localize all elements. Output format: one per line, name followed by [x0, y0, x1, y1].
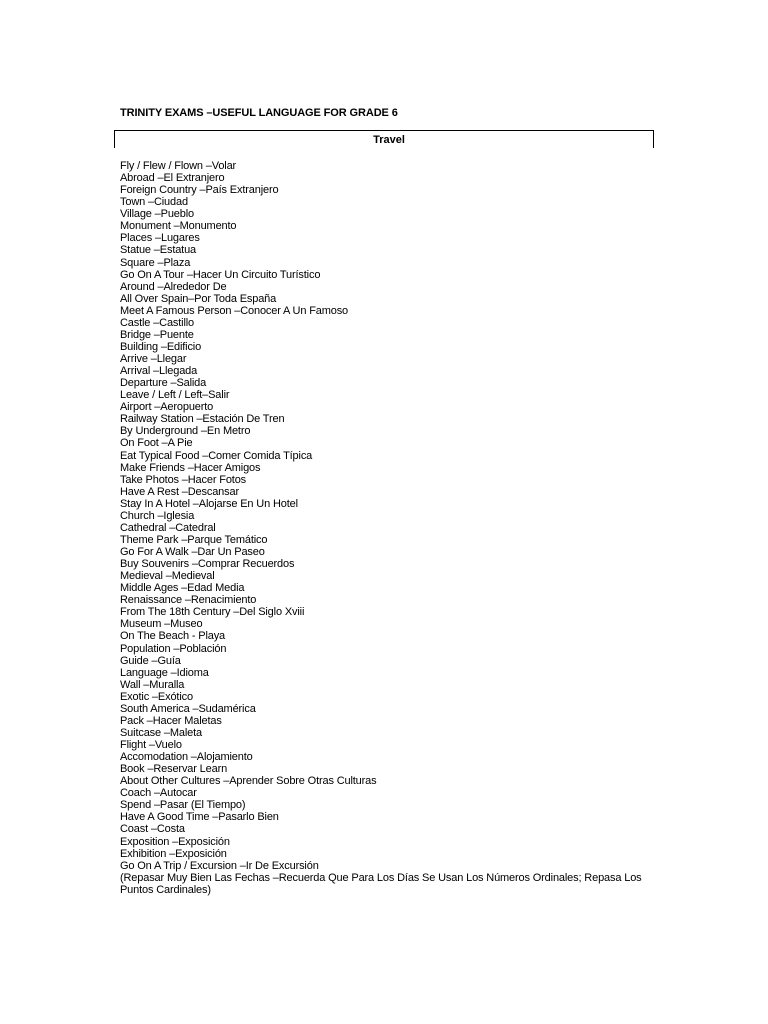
- vocabulary-item: Town –Ciudad: [120, 196, 188, 209]
- vocabulary-item: Places –Lugares: [120, 232, 200, 245]
- vocabulary-item: All Over Spain–Por Toda España: [120, 292, 277, 305]
- vocabulary-item: Go For A Walk –Dar Un Paseo: [120, 546, 265, 558]
- vocabulary-item: Have A Good Time –Pasarlo Bien: [120, 811, 279, 824]
- vocabulary-item: Church –Iglesia: [120, 509, 195, 522]
- vocabulary-item: Railway Station –Estación De Tren: [120, 413, 285, 426]
- vocabulary-item: On The Beach - Playa: [120, 630, 226, 643]
- vocabulary-item: Have A Rest –Descansar: [120, 485, 239, 498]
- vocabulary-item: Building –Edificio: [120, 340, 202, 353]
- vocabulary-item: Monument –Monumento: [120, 220, 237, 233]
- vocabulary-item: From The 18th Century –Del Siglo Xviii: [120, 606, 305, 619]
- vocabulary-item: Arrive –Llegar: [120, 353, 187, 365]
- vocabulary-item: Abroad –El Extranjero: [120, 172, 225, 185]
- vocabulary-item: Suitcase –Maleta: [120, 726, 202, 739]
- vocabulary-item: Take Photos –Hacer Fotos: [120, 473, 247, 486]
- vocabulary-item: Statue –Estatua: [120, 244, 197, 257]
- document-title: TRINITY EXAMS –USEFUL LANGUAGE FOR GRADE 6: [120, 107, 398, 119]
- vocabulary-item: Foreign Country –País Extranjero: [120, 184, 279, 197]
- vocabulary-item: About Other Cultures –Aprender Sobre Otras Culturas: [120, 775, 377, 788]
- vocabulary-item: On Foot –A Pie: [120, 437, 193, 450]
- vocabulary-item: Middle Ages –Edad Media: [120, 582, 245, 595]
- vocabulary-item: Make Friends –Hacer Amigos: [120, 461, 261, 474]
- section-header-box: [114, 130, 654, 148]
- vocabulary-item: Pack –Hacer Maletas: [120, 714, 222, 727]
- vocabulary-item: Coach –Autocar: [120, 787, 197, 800]
- vocabulary-item: Departure –Salida: [120, 377, 207, 390]
- vocabulary-item: Book –Reservar Learn: [120, 763, 228, 776]
- vocabulary-item: Eat Typical Food –Comer Comida Típica: [120, 449, 313, 462]
- vocabulary-item: Medieval –Medieval: [120, 570, 215, 583]
- vocabulary-item: Museum –Museo: [120, 618, 203, 631]
- vocabulary-item: Bridge –Puente: [120, 328, 194, 341]
- vocabulary-item: Population –Población: [120, 642, 227, 655]
- section-heading: Travel: [373, 134, 405, 146]
- vocabulary-item: Square –Plaza: [120, 256, 191, 269]
- vocabulary-item: Wall –Muralla: [120, 678, 185, 691]
- vocabulary-item: Cathedral –Catedral: [120, 521, 216, 534]
- vocabulary-item: Airport –Aeropuerto: [120, 401, 214, 414]
- vocabulary-item: Language –Idioma: [120, 666, 209, 679]
- vocabulary-list: [120, 160, 660, 896]
- vocabulary-item: Exotic –Exótico: [120, 690, 193, 703]
- vocabulary-item: Stay In A Hotel –Alojarse En Un Hotel: [120, 497, 298, 510]
- vocabulary-item: Flight –Vuelo: [120, 739, 182, 751]
- vocabulary-item: Leave / Left / Left–Salir: [120, 389, 230, 402]
- vocabulary-item: By Underground –En Metro: [120, 425, 251, 438]
- vocabulary-item: Meet A Famous Person –Conocer A Un Famoso: [120, 304, 349, 317]
- vocabulary-item: Arrival –Llegada: [120, 365, 198, 378]
- vocabulary-item: Accomodation –Alojamiento: [120, 751, 253, 764]
- vocabulary-item: Around –Alrededor De: [120, 280, 227, 293]
- vocabulary-item: Coast –Costa: [120, 823, 185, 836]
- vocabulary-item: Go On A Trip / Excursion –Ir De Excursión: [120, 859, 319, 872]
- vocabulary-item: Renaissance –Renacimiento: [120, 594, 257, 607]
- footnote: (Repasar Muy Bien Las Fechas –Recuerda Que Para Los Días Se Usan Los Números Ordinales; Repasa Los Puntos Cardinales): [120, 871, 642, 896]
- vocabulary-item: Exhibition –Exposición: [120, 847, 227, 860]
- vocabulary-item: Village –Pueblo: [120, 208, 194, 221]
- vocabulary-item: Theme Park –Parque Temático: [120, 533, 268, 546]
- vocabulary-item: Buy Souvenirs –Comprar Recuerdos: [120, 558, 295, 571]
- vocabulary-item: Guide –Guía: [120, 654, 181, 667]
- vocabulary-item: Castle –Castillo: [120, 316, 195, 329]
- vocabulary-item: Spend –Pasar (El Tiempo): [120, 799, 246, 812]
- vocabulary-item: South America –Sudamérica: [120, 702, 256, 715]
- vocabulary-item: Exposition –Exposición: [120, 835, 230, 848]
- vocabulary-item: Go On A Tour –Hacer Un Circuito Turístico: [120, 268, 321, 281]
- vocabulary-item: Fly / Flew / Flown –Volar: [120, 160, 237, 172]
